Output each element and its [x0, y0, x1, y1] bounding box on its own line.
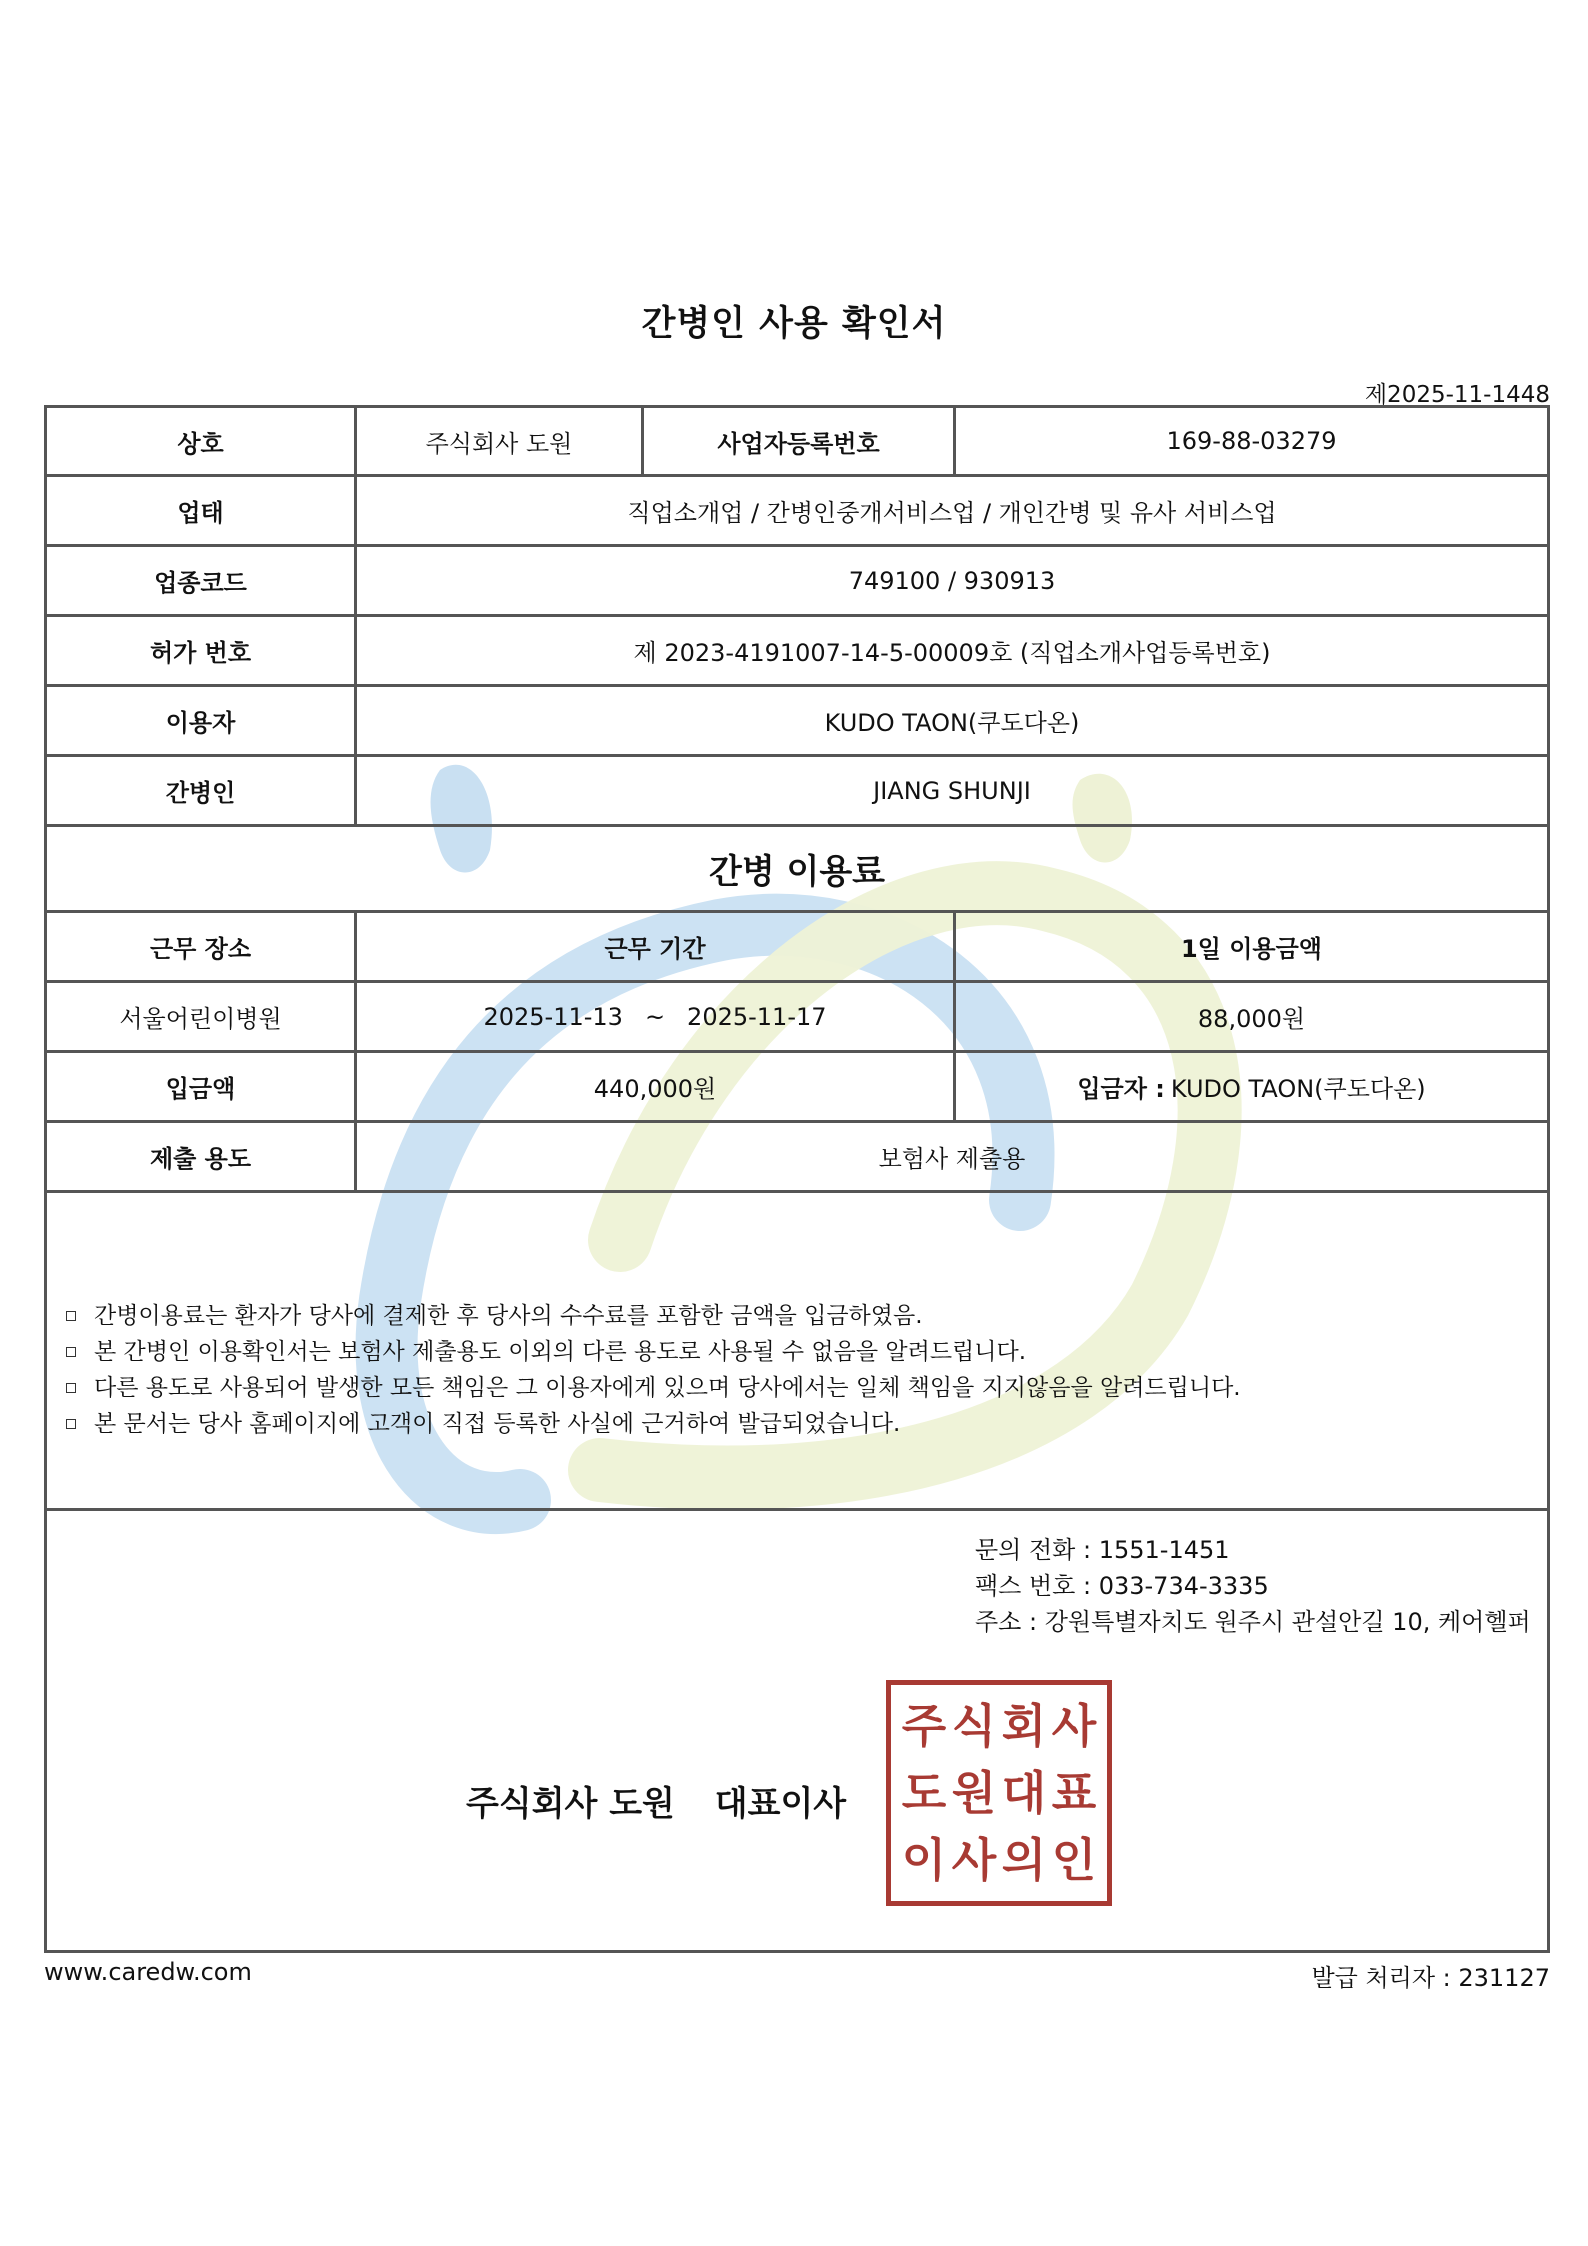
- footer-issuer: 발급 처리자 : 231127: [1311, 1964, 1550, 1992]
- industry-code-label: 업종코드: [154, 569, 247, 597]
- seal-character: 인: [1051, 1832, 1097, 1887]
- seal-character: 회: [1001, 1699, 1047, 1754]
- row-divider: [44, 1190, 1550, 1193]
- daily-fee-header: 1일 이용금액: [1181, 935, 1322, 963]
- seal-character: 사: [951, 1832, 997, 1887]
- caregiver-value: JIANG SHUNJI: [873, 776, 1031, 805]
- note-item: [66, 1334, 1241, 1370]
- footer-website[interactable]: www.caredw.com: [44, 1958, 252, 1986]
- seal-character: 원: [951, 1765, 997, 1820]
- depositor-value: KUDO TAON(쿠도다온): [1170, 1075, 1426, 1103]
- fee-section-title: 간병 이용료: [708, 852, 886, 892]
- user-value: KUDO TAON(쿠도다온): [824, 709, 1080, 737]
- permit-label: 허가 번호: [149, 639, 252, 667]
- user-label: 이용자: [165, 709, 236, 737]
- signature-title: 대표이사: [714, 1784, 847, 1824]
- note-text: 본 간병인 이용확인서는 보험사 제출용도 이외의 다른 용도로 사용될 수 없음을 알려드립니다.: [94, 1339, 1027, 1365]
- deposit-value: 440,000원: [593, 1075, 717, 1103]
- note-text: 간병이용료는 환자가 당사에 결제한 후 당사의 수수료를 포함한 금액을 입금하였음.: [94, 1303, 923, 1329]
- seal-character: 주: [901, 1699, 947, 1754]
- note-item: [66, 1406, 1241, 1442]
- depositor: [956, 1053, 1547, 1120]
- contact-fax: 팩스 번호 : 033-734-3335: [975, 1572, 1269, 1600]
- seal-character: 식: [951, 1699, 997, 1754]
- contact-address: 주소 : 강원특별자치도 원주시 관설안길 10, 케어헬퍼: [975, 1608, 1531, 1636]
- note-item: [66, 1370, 1241, 1406]
- seal-character: 도: [901, 1765, 947, 1820]
- period-header: 근무 기간: [604, 935, 706, 963]
- contact-phone: 문의 전화 : 1551-1451: [975, 1536, 1230, 1564]
- seal-character: 사: [1051, 1699, 1097, 1754]
- biz-no-label: 사업자등록번호: [717, 429, 880, 458]
- company-seal: [886, 1680, 1112, 1906]
- signature-company: 주식회사 도원: [466, 1784, 675, 1824]
- place-value: 서울어린이병원: [119, 1005, 282, 1033]
- period-start: 2025-11-13: [483, 1002, 623, 1031]
- notes-list: [66, 1298, 1241, 1442]
- company-label: 상호: [177, 429, 224, 458]
- square-bullet-icon: [66, 1347, 76, 1357]
- seal-character: 표: [1051, 1765, 1097, 1820]
- note-text: 본 문서는 당사 홈페이지에 고객이 직접 등록한 사실에 근거하여 발급되었습니다.: [94, 1411, 901, 1437]
- document-number: 제2025-11-1448: [1364, 382, 1550, 408]
- note-item: [66, 1298, 1241, 1334]
- seal-character: 이: [901, 1832, 947, 1887]
- deposit-label: 입금액: [165, 1075, 236, 1103]
- seal-character: 대: [1001, 1765, 1047, 1820]
- document-title: 간병인 사용 확인서: [641, 304, 947, 344]
- caregiver-label: 간병인: [165, 779, 236, 807]
- business-type-value: 직업소개업 / 간병인중개서비스업 / 개인간병 및 유사 서비스업: [627, 499, 1277, 527]
- seal-characters: [899, 1693, 1099, 1893]
- square-bullet-icon: [66, 1383, 76, 1393]
- purpose-label: 제출 용도: [149, 1145, 252, 1173]
- biz-no-value: 169-88-03279: [1166, 427, 1337, 455]
- purpose-value: 보험사 제출용: [878, 1145, 1026, 1173]
- daily-fee-value: 88,000원: [1197, 1005, 1306, 1033]
- note-text: 다른 용도로 사용되어 발생한 모든 책임은 그 이용자에게 있으며 당사에서는 일체 책임을 지지않음을 알려드립니다.: [94, 1375, 1241, 1401]
- company-value: 주식회사 도원: [425, 429, 573, 458]
- business-type-label: 업태: [177, 499, 224, 527]
- industry-code-value: 749100 / 930913: [848, 566, 1056, 595]
- seal-character: 의: [1001, 1832, 1047, 1887]
- row-divider: [44, 1508, 1550, 1511]
- period-end: 2025-11-17: [687, 1002, 827, 1031]
- period-separator: ~: [644, 1002, 666, 1031]
- place-header: 근무 장소: [149, 935, 252, 963]
- signature-line: [466, 1776, 846, 1825]
- depositor-label: 입금자 :: [1077, 1075, 1165, 1103]
- permit-value: 제 2023-4191007-14-5-00009호 (직업소개사업등록번호): [633, 639, 1271, 667]
- square-bullet-icon: [66, 1419, 76, 1429]
- period-value: [357, 983, 953, 1050]
- square-bullet-icon: [66, 1311, 76, 1321]
